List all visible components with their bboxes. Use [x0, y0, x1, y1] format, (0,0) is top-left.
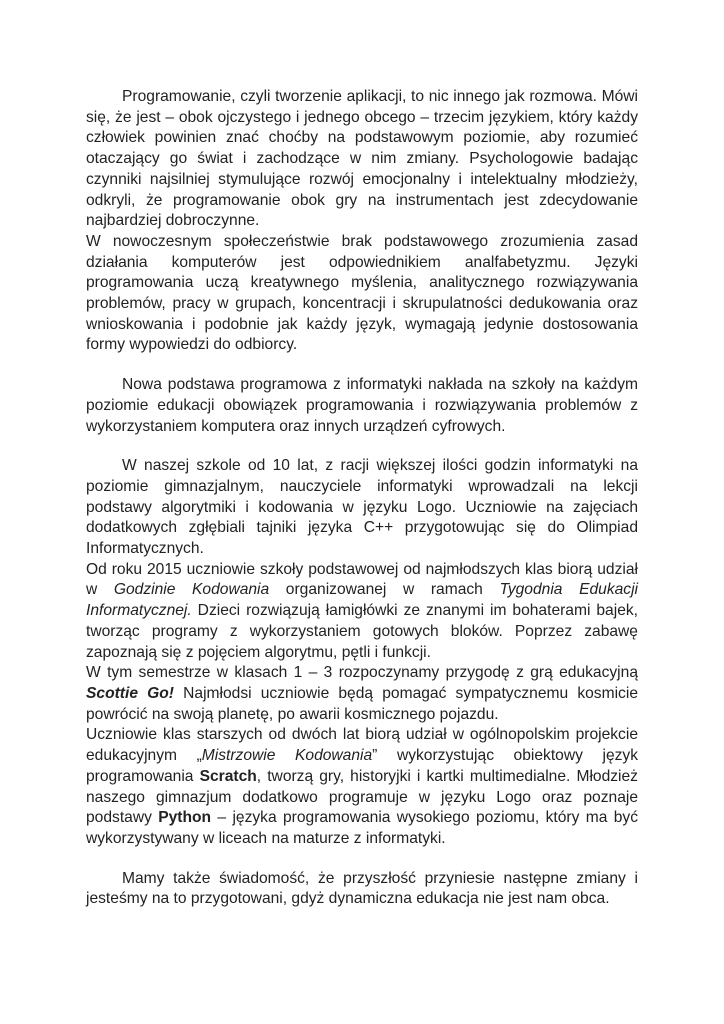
paragraph-gap	[86, 850, 638, 869]
text-span: organizowanej w ramach	[269, 581, 500, 599]
paragraph-curriculum: Nowa podstawa programowa z informatyki nakłada na szkoły na każdym poziomie edukacji obowiązek programowania i rozwiązywania problemów z wykorzystaniem komputera oraz innych urządzeń cyfrowych.	[86, 376, 638, 435]
text-span: W tym semestrze w klasach 1 – 3 rozpoczynamy przygodę z grą edukacyjną	[86, 664, 638, 682]
paragraph-intro-text: , czyli tworzenie aplikacji, to nic innego jak rozmowa. Mówi się, że jest – obok ojczystego i jednego obcego – trzecim językiem, który każdy człowiek powinien znać choćby na podstawowym poziomie, aby rozumieć otaczający go świat i zachodzące w nim zmiany. Psychologowie badając czynniki najsilniej stymulujące rozwój emocjonalny i intelektualny młodzieży, odkryli, że programowanie obok gry na instrumentach jest zdecydowanie najbardziej dobroczynne.	[86, 88, 638, 230]
italic-godzina-kodowania: Godzinie Kodowania	[113, 581, 270, 599]
bold-scottie-go: Scottie Go!	[86, 684, 174, 702]
bold-python: Python	[158, 809, 212, 827]
text-span: – języka programowania wysokiego poziomu, który ma być wykorzystywany w liceach na maturze z informatyki.	[86, 809, 638, 847]
text-span: Dzieci rozwiązują łamigłówki ze znanymi im bohaterami bajek, tworząc programy z wykorzystaniem gotowych bloków. Poprzez zabawę zapoznają się z pojęciem algorytmu, pętli i funkcji.	[86, 602, 638, 661]
text-span: , tworzą gry, historyjki i kartki multimedialne. Młodzież naszego gimnazjum dodatkowo programuje w języku Logo oraz poznaje podstawy	[86, 767, 638, 827]
paragraph-society: W nowoczesnym społeczeństwie brak podstawowego zrozumienia zasad działania komputerów jest odpowiednikiem analfabetyzmu. Języki programowania uczą kreatywnego myślenia, analitycznego rozwiązywania problemów, pracy w grupach, koncentracji i skrupulatności dedukowania oraz wnioskowania i podobnie jak każdy język, wymagają jedynie dostosowania formy wypowiedzi do odbiorcy.	[86, 232, 638, 354]
text-span: ” wykorzystując obiektowy język programowania	[86, 747, 639, 785]
text-span: Od roku 2015 uczniowie szkoły podstawowej od najmłodszych klas biorą udział w	[86, 560, 638, 599]
paragraph-older-students	[86, 725, 638, 849]
italic-mistrzowie-kodowania: Mistrzowie Kodowania	[201, 747, 373, 765]
bold-scratch: Scratch	[199, 767, 257, 785]
text-span: Najmłodsi uczniowie będą pomagać sympatycznemu kosmicie powrócić na swoją planetę, po awarii kosmicznego pojazdu.	[86, 684, 638, 723]
paragraph-gap	[86, 356, 638, 375]
paragraph-intro	[86, 87, 638, 232]
italic-tydzien-edukacji: Tygodnia Edukacji Informatycznej.	[86, 581, 639, 620]
paragraph-gap	[86, 437, 638, 456]
paragraph-closing: Mamy także świadomość, że przyszłość przyniesie następne zmiany i jesteśmy na to przygotowani, gdyż dynamiczna edukacja nie jest nam obca.	[86, 869, 638, 908]
paragraph-school-history: W naszej szkole od 10 lat, z racji większej ilości godzin informatyki na poziomie gimnazjalnym, nauczyciele informatyki wprowadzali na lekcji podstawy algorytmiki i kodowania w języku Logo. Uczniowie na zajęciach dodatkowych zgłębiali tajniki języka C++ przygotowując się do Olimpiad Informatycznych.	[86, 457, 638, 558]
keyword-programowanie: Programowanie	[122, 88, 232, 105]
text-span: Uczniowie klas starszych od dwóch lat biorą udział w ogólnopolskim projekcie edukacyjnym „	[86, 726, 638, 765]
paragraph-scottie-go	[86, 663, 638, 725]
paragraph-coding-hour	[86, 560, 638, 664]
